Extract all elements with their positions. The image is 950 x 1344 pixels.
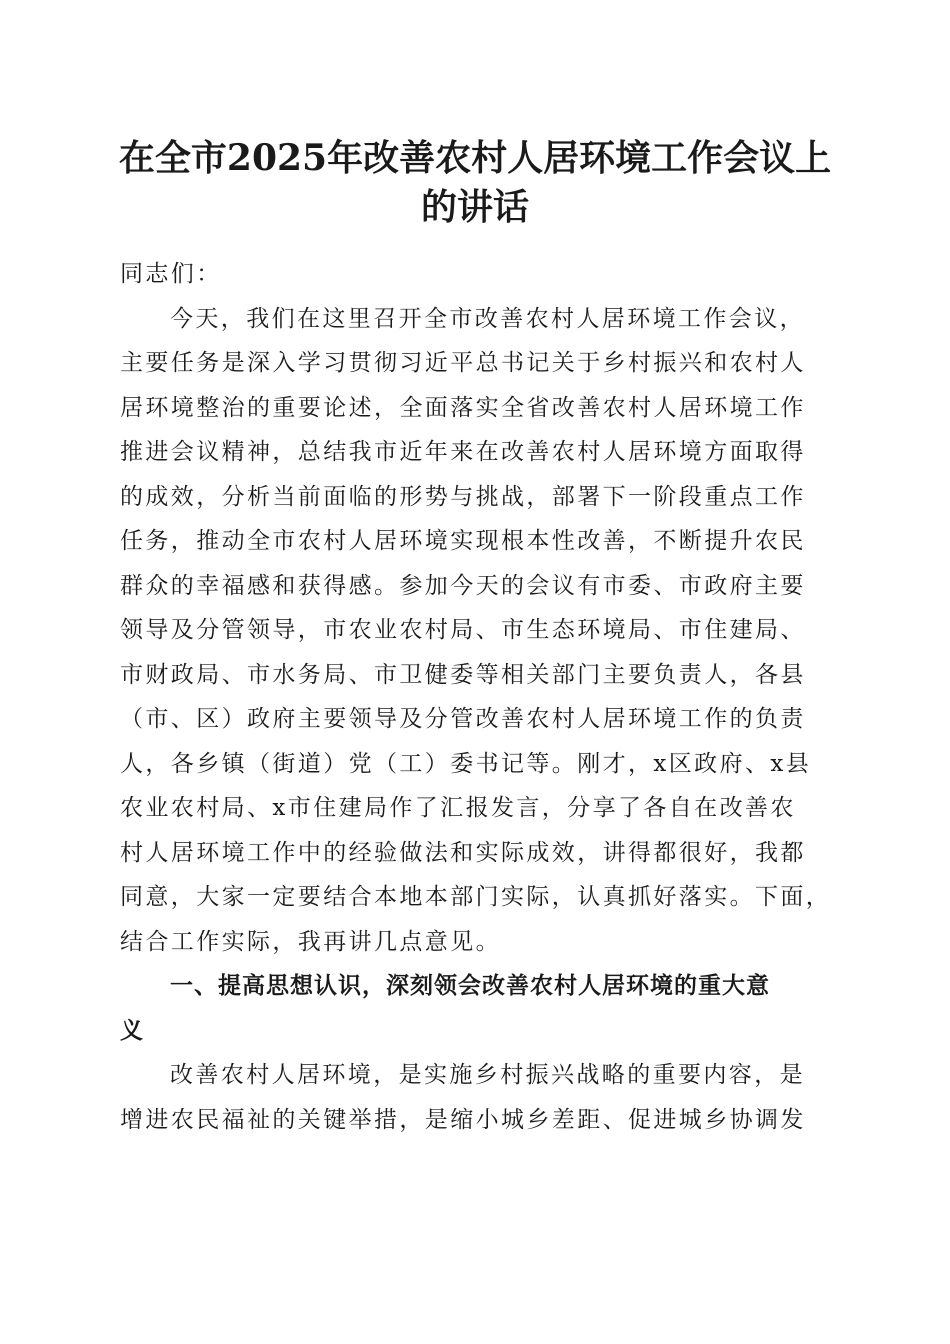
paragraph-line: 主要任务是深入学习贯彻习近平总书记关于乡村振兴和农村人	[120, 350, 806, 376]
paragraph-line: 市财政局、市水务局、市卫健委等相关部门主要负责人，各县	[120, 661, 806, 688]
paragraph-section-1	[120, 1053, 838, 1142]
paragraph-line: 的成效，分析当前面临的形势与挑战，部署下一阶段重点工作	[120, 483, 806, 510]
paragraph-line: 今天，我们在这里召开全市改善农村人居环境工作会议，	[170, 305, 805, 332]
paragraph-line: 同意，大家一定要结合本地本部门实际，认真抓好落实。下面，	[120, 884, 832, 910]
heading-line: 一、提高思想认识，深刻领会改善农村人居环境的重大意	[170, 973, 770, 999]
heading-line: 义	[120, 1017, 144, 1044]
paragraph-line: 增进农民福祉的关键举措，是缩小城乡差距、促进城乡协调发	[120, 1106, 806, 1133]
paragraph-line: 人，各乡镇（街道）党（工）委书记等。刚才，x区政府、x县	[120, 750, 812, 777]
paragraph-line: 领导及分管领导，市农业农村局、市生态环境局、市住建局、	[120, 617, 806, 643]
document-title	[118, 134, 832, 232]
paragraph-line: 村人居环境工作中的经验做法和实际成效，讲得都很好，我都	[120, 839, 806, 866]
title-line: 在全市2025年改善农村人居环境工作会议上	[118, 137, 832, 179]
section-heading-1	[120, 964, 838, 1053]
paragraph-line: （市、区）政府主要领导及分管改善农村人居环境工作的负责	[120, 706, 806, 732]
paragraph-line: 群众的幸福感和获得感。参加今天的会议有市委、市政府主要	[120, 572, 806, 599]
salutation: 同志们：	[120, 261, 222, 287]
paragraph-line: 任务，推动全市农村人居环境实现根本性改善，不断提升农民	[120, 528, 806, 554]
paragraph-line: 推进会议精神，总结我市近年来在改善农村人居环境方面取得	[120, 439, 806, 465]
title-line: 的讲话	[420, 186, 529, 228]
paragraph-line: 农业农村局、x市住建局作了汇报发言，分享了各自在改善农	[120, 795, 796, 821]
paragraph-line: 改善农村人居环境，是实施乡村振兴战略的重要内容，是	[170, 1062, 805, 1088]
paragraph-line: 结合工作实际，我再讲几点意见。	[120, 928, 501, 955]
paragraph-opening	[120, 297, 838, 965]
paragraph-line: 居环境整治的重要论述，全面落实全省改善农村人居环境工作	[120, 394, 806, 421]
document-body	[120, 252, 838, 1142]
